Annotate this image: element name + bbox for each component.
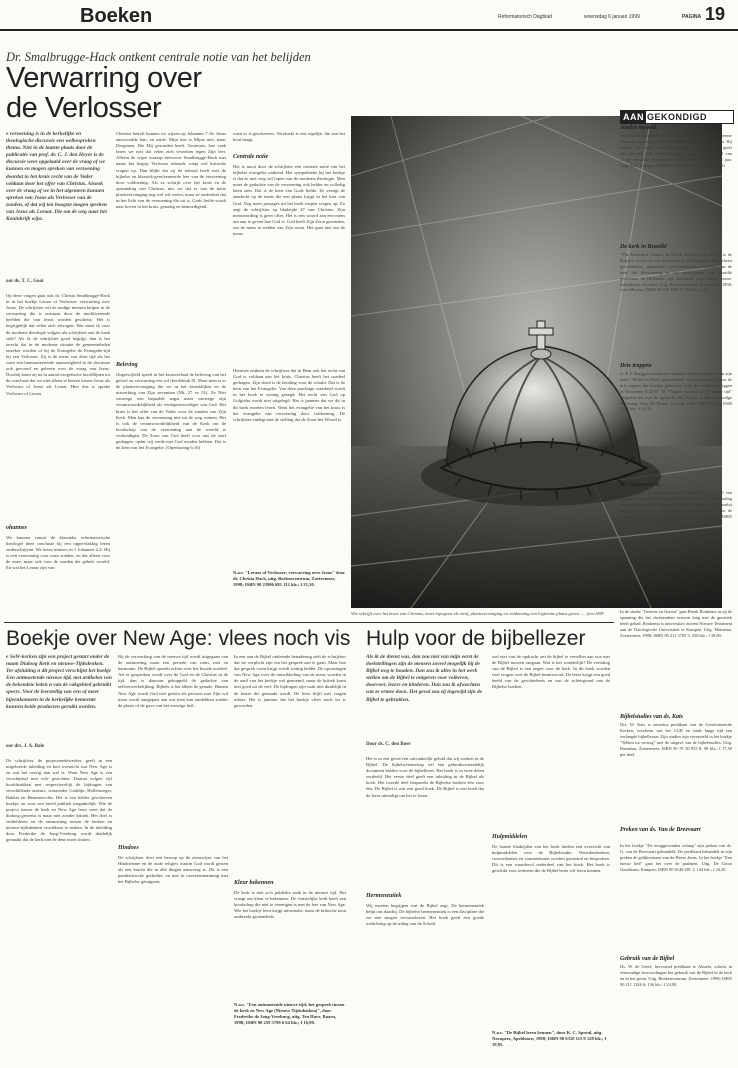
article1-col3c: Hiermee ontkent de schrijfster dat in Hem ook het recht van God is voldaan aan het kruis. Christus heeft het oordeel gedragen. Zijn dood is de betaling voor de schuld. Dat is de kern van het Evangelie. Van deze prachtige waarheid wordt in het boek te weinig gezegd. Het recht van God op Golgotha wordt niet uitgelegd. Het is jammer dat we dit in dit boek moeten lezen. Want het evangelie van het kruis is het evangelie van verzoening door voldoening. De schrijfster eindigt met de stelling dat de Zoon het Woord is. [233,368,345,422]
article1-lead: e verzoening is in de kerkelijke en theologische discussie een welbesproken thema. Niet in de laatste plaats door de publicatie van prof. dr. C. J. den Heyer is de discussie weer opgelaaid over de vraag of we kunnen en mogen spreken van verzoening doordat in het kruis recht van de Vader voldaan door het offer van Christus. Alsook over de vraag of we in het algemeen kunnen spreken van Jezus als Verlosser van de zonden, of dat wij ten hoogste mogen spreken van Jezus als Leraar. Die om de weg naar het Koninkrijk wijst. [6,131,107,223]
sidebar-item-3-title: De Vadermoorn [620,482,660,488]
article2-col2b: De schrijfster doet een beroep op de zienswijze van het Hindoeïsme en de oude religies waarin God wordt gezien als een kracht die in alle dingen aanwezig is. Dit is een pantheïstische gedachte, en niet in overeenstemming met het Bijbelse getuigenis. [118,855,228,885]
photo-caption: Wie schrijft over het kruis van Christus, moet topogeen als straf, plaatsvervanging en voldoening een legitieme plaats geven. — foto ANP [351,611,604,616]
article3-subheading-2: Hulpmiddelen [492,834,528,840]
article2-subheading-2: Kleur bekennen [234,880,274,886]
article2-book-info: N.a.v. "Een ontmoetende nieuwe tijd; het gesprek tussen de kerk en New Age (Nieuwe Tijdsdenken)", door Frederike de Jong-Vreeburg, uitg. Ten Have, Baarn, 1998; ISBN 90 259 5799 6 64 blz.; f 16,90. [234,1002,345,1026]
sidebar-item-0-title: Joodse mystiek [620,125,658,131]
article3-headline: Hulp voor de bijbellezer [366,627,586,650]
article1-subheading-2: Beleving [116,362,138,368]
sidebar-item-7-text: Ds. W. de Greef, hervormd predikant te Almelo, schetst in eenvoudige bewoordingen het gebruik van de Bijbel in de kerk en in het gezin. Uitg. Boekencentrum, Zoetermeer, 1998; ISBN 90 211 1326 6; 136 blz.; f 24,90. [620,964,732,987]
sidebar-title-light: GEKONDIGD [647,112,708,122]
sidebar-item-4-title: Gnosticisme [620,601,651,607]
article1-byline: oor ds. T. C. Gooi [6,279,44,284]
article1-col2: Christus betreft kunnen we wijzen op Johannes 7:16: Jezus antwoordde hun, en zeide: Mijn leer is Mijne niet, maar Desgenen, Die Mij gezonden heeft. Toutesois, hoe vaak lezen we niet dat velen zich verzetten tegen Zijn leer. Allerm de wijze waarop mevrouw Smalbrugge-Hack met name het begrip Verlosser inhoudt, roept wel kritische vragen op. Dan blijkt dat zij de inhoud heeft met de bijbelse en klassiek-gereformeerde leer van de verzoening door voldoening. Als ze schrijft over het kruis en de opstanding van Christus, mis we dat er van de notie plaatsvervanging nog wel wil weten, maar ze onderdoet dat in het licht van de verzoening die uit is. Gods liefde wordt naar boven in het kruis, genadig en bemoedigend. [116,131,226,210]
article1-headline-line1: Verwarring over [6,62,202,94]
sidebar-item-3-text: "Abba Vader" is geschreven door Hugo Bouter en wil een bijdrage leveren aan gemeentelijk geloof over de verhouding van de kinderen van God tot de Vader. De schrijver gaat daarbij uit van de Schrift. Het boekje is vooral bedoeld voor de zondagsschool. Uitg. Boeken om de Bijbel, Apeldoorn; ISBN 90 6353 070 0; 131 blz.; f 9,90. [620,490,732,525]
sidebar-item-2-title: Drie trappen [620,363,652,369]
article1-col1b: We kunnen vanuit de klassieke reformatorische theologie deze conclusie bij een oppervlakkig lezen onderschrijven. We lezen immers in 1 Johannes 2:2: Hij is een verzoening voor onze zonden, en dat alleen voor de onze, maar ook voor de zonden der gehele wereld. En wat het Leraar zijn van [6,535,110,571]
article1-subheading-3: Centrale notie [233,154,269,160]
sidebar-title [620,110,734,124]
article2-lead: e SoW-kerken zijn een project gestart onder de naam Dialoog Kerk en nieuwe-Tijdsdenken. Ter afsluiting n dit project verschijnt het boekje Een ontmoetende nieuwe tijd, met artikelen van de bekendste leden n van de vakgebied gebruikt speers. Voor de leerstellig van een of meer bijeenkomsten in de kerkelijke kemeente kunnen beide producten geruikt worden. [6,654,112,710]
newspaper-name: Reformatorisch Dagblad [498,14,552,20]
sidebar [620,110,732,1065]
article3-lead: Als ik de dienst was, dan zou niet van mijn eerst de doelstellingen zijn de mensen zoveel mogelijk bij de Bijbel weg te houden. Dan zou ik alles in het werk stellen om de Bijbel te ontgeren voor volkeren, doorvoer, lezers en kinderen. Dan zou ik afwachten wat ze ermee doen. Het geval zou zij ingewijd zijn de Bijbel te gebruiken. [366,654,483,703]
article1-subheading-1: ohannes [6,525,28,531]
article3-col2b: De laatste bladzijden van het boek bieden een overzicht van hulpmiddelen voor de Bijbelstudie. Woordenboeken, concordanties en commentaren worden genoemd en besproken. Dit is een waardevol onderdeel van het boek. Het boek is geschikt voor iedereen die de Bijbel beter wil leren kennen. [492,844,610,874]
article3-col2: wel niet van de opdracht om de bijbel te vertellen aan wie met de Bijbel moeten omgaan. Wat is het wonderlijk? De vertaling van de Bijbel is een zegen voor de kerk. In dit boek worden veel vragen over de Bijbel beantwoord. De lezer krijgt een goed beeld van de geschiedenis en van de achtergrond van de Bijbelse boeken. [492,654,610,690]
article1-col1: Op deze vragen gaat ook dr. Christa Smalbrugge-Hack in in het boekje Leraar of Verlosser: verwarring over Jezus. De schrijfster wil de nodige mensen helpen in de verwarring die is ontstaan door de modificerende beelden die van Jezus worden geschetst. Het is begrijpelijk dat velen zich afvragen: Wat moet ik voor de moderne theologie volgen: als schrijfster aan de kaak stelt? Als ik de schrijfster goed begrijp, dan is het terecht dat in de moderne situatie de gemeenteleden onzeker worden of bij de Evangelie de Evangelie-tijd bij een Verlosser. Zij is de mens van deze tijd als het ware een harmonieerende aanwezigheid in de discussie ook gevoerd en gelezen over de vraag van Jezus. Doorbij komt zij na in aantal exegetische hoofdlijnen tot de conclusie dat we niet alleen te kiezen tussen Jezus als Verlosser of Jezus als Leraar. Hier dus is sprake Verlosser of Leraar. [6,293,110,396]
sidebar-item-7-title: Gebruik van de Bijbel [620,956,675,962]
section-divider [4,622,614,623]
article2-subheading-1: Hindoes [118,845,139,851]
article2-col1: De schrijfster, de projectmedewerker, geeft in een uitgebreide inleiding en kort overzicht wat New Age is en wat het overig dan wel is. Want New Age is een verschijnsel met vele gezichten. Daarna volgen vijf hoofdstukken met respectievelijk de bijdragen van verschillende auteurs, waaronder Goddijn, Hollenweger, Bakker en Hemmerechts. Het is een helder geschreven boekje, en voor een breed publiek toegankelijk. Wie de project tussen de kerk en New Age leest weet dat de dialoog gewenst is maar niet zonder kritiek. Het doel is verhelderen en de ontmoeting tussen de kerken en nieuwe-tijdsdenken vruchtbaar te maken. In de inleiding door Frederike de Jong-Vreeburg wordt duidelijk gemaakt dat de kerk niet de deur moet sluiten. [6,758,112,843]
sidebar-title-dark: AAN [623,112,644,122]
sidebar-item-5-text: Drs. W. Kats is emeritus predikant van de Gereformeerde Kerken, voorheen van het CGB en sinds lange tijd een verlangde bijbelleraar. Zijn studies zijn verzameld in het boekje "Telken tot vertrag" met de uitgave van de bijbelstudies. Uitg. Barnabas, Zoetermeer, ISBN 90 70 30 953 8; 96 blz.; f 17,50 per deel. [620,722,732,757]
article3-book-info: N.a.v. "De Bijbel leren kennen", door K. C. Sproul, uitg. Novapres, Apeldoorn, 1998; ISBN 90 6318 115 9 128 blz.; f 19,95. [492,1030,607,1048]
page-number: 19 [705,4,726,24]
article1-col3: want er is geschreven: Vervloekt is een iegelijk, die aan het hout hangt. [233,131,345,143]
article1-col2b: Ongetwijfeld speelt in het kruisverhaal de beleving van het geloof en verwarring een rol (hoofdstuk 8). Maar men is er de plaatsvervanging die we in het kruisblijken en de uitwerking van Zijn zeventien (Mt. 27 vs 51). Ze Niet vanwege een bepaalde angst maar vanwege zijn verantwoordelijkheid als vertegenwoordiger van God. Het kruis is het offer van de Vader voor de zonden van Zijn Kerk. Men kan de verzoening niet uit de weg ruimen. Het is ook de verantwoordelijkheid van de Kerk om de boodschap van de verzoening aan de wereld te verkondigen. De Zoon van God heeft voor ons de straf gedragen, opdat wij vrede met God zouden hebben. Dat is de kern van het Evangelie. (Openbaring 6:16) [116,372,226,451]
sidebar-item-2-text: G. P. F. Burggraaf publiceert opnieuw enkele artikelen van zijn hand: "Bethel en Pniël opgebeldeed" waarin hij schrijft over de drie trappen die worden gebouwd, zoals de werkkamer liggen in Romeinen 8:28-37. In "Vragen om raad in de laatste tijd" vergadert hij over de opdracht. Het boekje is een eenvoudige bezinning. Uitg. De Banier, Utrecht, 1998; ISBN 90 336 0500 2; 76 blz.; f 14,50. [620,371,732,412]
sidebar-item-1-title: De kerk in Brazilië [620,244,667,250]
article2-byline: oor drs. J. A. Bale [6,744,45,749]
issue-date: woensdag 6 januari 1999 [584,14,640,20]
sidebar-item-6-text: In het boekje "De teruggevonden schaap" zijn preken van ds. G. van de Breevaart gebundeld. De predikant behandelt in zijn preken de gelijkenissen van de Heere Jezus. In het boekje "Een nieuw lied" gaat het over de psalmen. Uitg. De Groot Goudriaan, Kampen; ISBN 90 6140 481 1; 144 blz.; f 24,50. [620,843,732,872]
sidebar-item-6-title: Preken van ds. Van de Breevaart [620,827,701,833]
page-label: PAGINA [682,14,702,20]
article1-col3b: Het is mooi door de schrijfster een centrale notie van het bijbelse evangelie ontkend. Het sympathieke bij het boekje is dat ze niet weg wil lopen van de moderne theologie. Men moet de gedachte van de verzoening ook helder en volledig laten zien. Dat is de kern van Gods liefde. Ze vestigt de aandacht op de mens die een plaats krijgt in het hart van God. Nog meer passages uit het boek roepen vragen op. Zo zegt de schrijfster op bladzijde 47 van Christus: Zijn menswording is geen offer. Het is een woord aan een mens om aan te geven hoe God is. God heeft Zijn Zoon gezonden, om de mens te redden van Zijn toorn. Het gaat niet om de mens. [233,164,345,237]
sidebar-item-0-text: In het boek "Joodse mystiek" behandelt J. H. Laenen de diverse mystieke stromingen die zich in het jodendom aandienen. Hij schreef dit boek voor een groot publiek, zonder geeft tegelijkertijd een wetenschappelijk verantwoord beeld van joodse mystieke stromingen in de laatste twee duizend jaar. Uitg. Kok, Kampen; ISBN 90 242 9397 9; 302 blz.; f 44,90. [620,133,732,168]
article3-byline: Door ds. C. den Boer [366,742,411,747]
article2-col3b: De kerk is niet zo'n publieke zaak in de nieuwe tijd. Het vraagt om kleur te bekennen. De christelijke kerk heeft een boodschap die niet te verenigen is met de leer van New Age. Wie het boekje leest krijgt informatie, maar de kritische toon ontbreekt grotendeels. [234,890,346,920]
article1-headline-line2: de Verlosser [6,92,162,124]
sidebar-item-4-text: In de studie "Genesis en Gnosis" gaat Rienk Roukema in op de spanning die het christendom eeuwen lang met de gnostiek heeft gehad. Roukema is universitair docent Nieuwe Testament aan de Theologische Universiteit te Kampen. Uitg. Meinema, Zoetermeer, 1998; ISBN 90 211 3705 5; 256 blz.; f 39,90. [620,609,732,638]
article2-col3: In een aan de Bijbel ontleende benadering stelt de schrijfster dat we verplicht zijn om het gesprek aan te gaan. Maar hoe dat gesprek vorm krijgt wordt weinig helder. De opvattingen van New Age over de ontwikkeling van de mens worden in de aard van het boekje wel genoemd, maar de kritiek komt niet goed uit de verf. De bijdragen zijn vaak niet duidelijk in de keuze die gemaakt wordt. De lezer blijft met vragen achter. Het is jammer dat het boekje vlees noch vis is geworden. [234,654,346,708]
article1-kicker: Dr. Smalbrugge-Hack ontkent centrale notie van het belijden [6,50,311,64]
sidebar-item-1-text: "The Reformed Church in Dutch Brazil (1630-1654)" is de Engelse versie van een dissertatie in het Portugees. Het schetst geschiedenis, organisatie, werkzaamheden en positie van de kerk die Hervorming in het noordoosten van Brazilië gedurende de Hollandse tijd. Aandacht voor zeden, rooms-katholieken en joden. Uitg. Boekencentrum, Zoetermeer, 1998; serie Mission; ISBN 90 239 1695 7; 366 blz.; f 80. [620,252,732,293]
article3-col1: Het is in een geval een ontvankelijk geluid dat wij zoeken in de Bijbel. De bijbelwetenschap wil een gebruiksvriendelijk document bieden voor de bijbellezer. Het boek is in twee delen verdeeld. Het eerste deel geeft een inleiding in de Bijbel als boek. Het tweede deel bespreekt de Bijbelse boeken één voor één. De Bijbel is ook een goed boek. De Bijbel is een boek dat de lezer uitnodigt om het te lezen. [366,756,484,798]
article2-col2: Bij de verwerking van de nieuwe tijd wordt uitgegaan van de ontmoeting maar een periode van ruim, met en harmonie. De Bijbel spreekt echter over het kwade oordeel. Als er gesproken wordt over de God en de Christus in de tijd, dan is daarvan gekoppeld de gedachte van zelfverwerkelijking. Bijbels is het alleen de genade. Binnen New Age wordt God niet gezien als persoon met Zijn wil maar wordt aangepast aan wat men kan ontdekken zonder de plaats of de gave van het eeuwige heil. [118,654,228,708]
article2-headline: Boekje over New Age: vlees noch vis [6,627,351,650]
article3-subheading-1: Hermeneutiek [366,893,402,899]
section-title: Boeken [80,5,153,27]
article3-col1b: Wij moeten begrijpen wat de Bijbel zegt. De hermeneutiek helpt ons daarbij. De bijbelse hermeneutiek is een discipline die we niet mogen verwaarlozen. Het boek geeft een goede toelichting op de uitleg van de Schrift. [366,903,484,927]
article1-book-info: N.a.v. "Leraar of Verlosser; verwarring over Jezus" door dr. Christa Hack, uitg. Boekencentrum, Zoetermeer, 1998; ISBN 90 23906 681 112 blz.; f 21,50. [233,570,346,588]
sidebar-item-5-title: Bijbelstudies van ds. Kats [620,714,684,720]
